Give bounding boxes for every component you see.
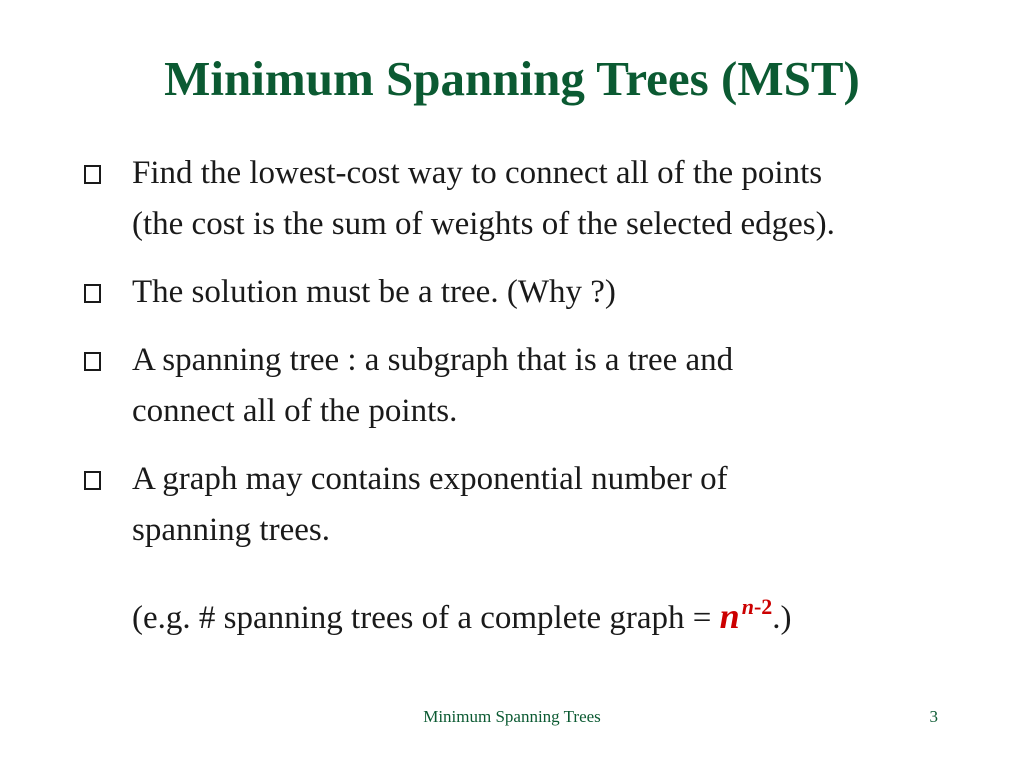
page-number: 3 [929, 707, 938, 726]
footer-title: Minimum Spanning Trees [423, 707, 601, 726]
math-exponent [742, 594, 773, 619]
note-prefix: (e.g. # spanning trees of a complete graph = [132, 600, 720, 636]
bullet-item [82, 267, 1002, 318]
square-bullet-icon [84, 471, 101, 490]
math-exponent-rest: -2 [753, 594, 773, 619]
math-exponent-var: n [741, 594, 754, 619]
math-base-n: n [719, 596, 740, 636]
example-note [132, 581, 792, 644]
bullet-item [82, 335, 1002, 437]
bullet-item [82, 148, 1002, 250]
bullet-item [82, 454, 1002, 556]
bullet-text-line: connect all of the points. [132, 393, 458, 429]
bullet-text-line: A spanning tree : a subgraph that is a tree and [132, 342, 734, 378]
bullet-text-line: spanning trees. [132, 512, 330, 548]
bullet-text-line: The solution must be a tree. (Why ?) [132, 274, 616, 310]
bullet-text-line: A graph may contains exponential number of [132, 461, 728, 497]
bullet-list [82, 148, 1002, 573]
note-suffix: .) [772, 600, 792, 636]
square-bullet-icon [84, 352, 101, 371]
square-bullet-icon [84, 284, 101, 303]
bullet-text-line: Find the lowest-cost way to connect all of the points [132, 155, 823, 191]
square-bullet-icon [84, 165, 101, 184]
slide-title: Minimum Spanning Trees (MST) [164, 51, 860, 106]
bullet-text-line: (the cost is the sum of weights of the selected edges). [132, 206, 835, 242]
